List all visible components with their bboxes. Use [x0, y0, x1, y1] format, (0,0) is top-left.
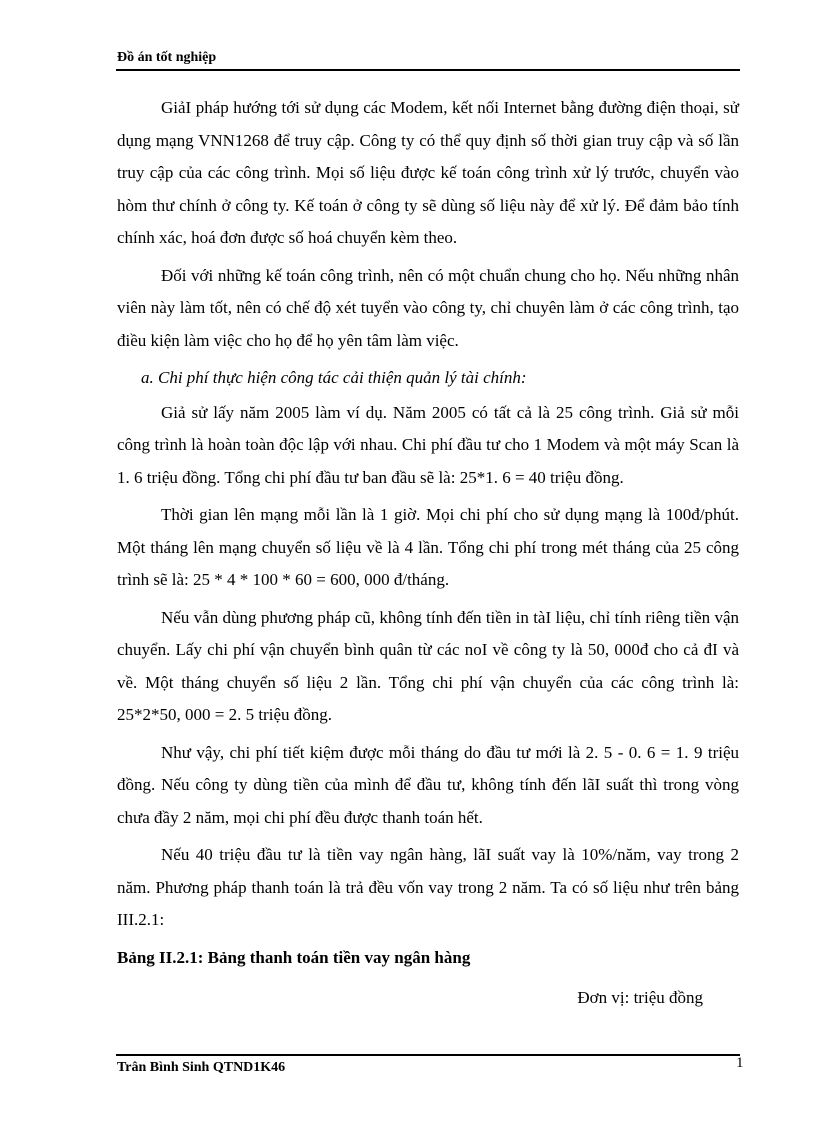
paragraph-7: Nếu 40 triệu đầu tư là tiền vay ngân hàng, lãI suất vay là 10%/năm, vay trong 2 năm. Phương pháp thanh toán là trả đều vốn vay trong 2 năm. Ta có số liệu như trên bảng III.2.1: [117, 845, 739, 929]
paragraph-6: Như vậy, chi phí tiết kiệm được mỗi tháng do đầu tư mới là 2. 5 - 0. 6 = 1. 9 triệu đồng. Nếu công ty dùng tiền của mình để đầu tư, không tính đến lãI suất thì trong vòng chưa đầy 2 năm, mọi chi phí đều được thanh toán hết. [117, 742, 739, 827]
unit-label: Đơn vị: triệu đồng [577, 988, 703, 1007]
footer-divider [116, 1054, 740, 1056]
table-caption: Bảng II.2.1: Bảng thanh toán tiền vay ngân hàng [117, 947, 471, 967]
paragraph-1: GiảI pháp hướng tới sử dụng các Modem, kết nối Internet bằng đường điện thoại, sử dụng mạng VNN1268 để truy cập. Công ty có thể quy định số thời gian truy cập và số lần truy cập của các công trình. Mọi số liệu được kế toán công trình xử lý trước, chuyển vào hòm thư chính ở công ty. Kế toán ở công ty sẽ dùng số liệu này để xử lý. Để đảm bảo tính chính xác, hoá đơn được số hoá chuyển kèm theo. [117, 98, 739, 247]
paragraph-5: Nếu vẫn dùng phương pháp cũ, không tính đến tiền in tàI liệu, chỉ tính riêng tiền vận chuyển. Lấy chi phí vận chuyển bình quân từ các noI về công ty là 50, 000đ cho cả đI và về. Một tháng chuyển số liệu 2 lần. Tổng chi phí vận chuyển của các công trình là: 25*2*50, 000 = 2. 5 triệu đồng. [117, 607, 739, 724]
paragraph-3: Giả sử lấy năm 2005 làm ví dụ. Năm 2005 có tất cả là 25 công trình. Giả sử mỗi công trình là hoàn toàn độc lập với nhau. Chi phí đầu tư cho 1 Modem và một máy Scan là 1. 6 triệu đồng. Tổng chi phí đầu tư ban đầu sẽ là: 25*1. 6 = 40 triệu đồng. [117, 402, 739, 487]
header-title: Đồ án tốt nghiệp [117, 50, 217, 65]
paragraph-4: Thời gian lên mạng mỗi lần là 1 giờ. Mọi chi phí cho sử dụng mạng là 100đ/phút. Một tháng lên mạng chuyển số liệu về là 4 lần. Tổng chi phí trong mét tháng của 25 công trình sẽ là: 25 * 4 * 100 * 60 = 600, 000 đ/tháng. [117, 505, 739, 589]
footer-author: Trân Bình Sinh QTND1K46 [117, 1060, 286, 1075]
header-divider [116, 69, 740, 71]
subheading: a. Chi phí thực hiện công tác cải thiện quản lý tài chính: [141, 368, 527, 387]
document-body [117, 92, 739, 1015]
paragraph-2: Đối với những kế toán công trình, nên có một chuẩn chung cho họ. Nếu những nhân viên này làm tốt, nên có chế độ xét tuyển vào công ty, chỉ chuyên làm ở các công trình, tạo điều kiện làm việc cho họ để họ yên tâm làm việc. [117, 265, 739, 350]
page-number: 1 [736, 1055, 744, 1071]
